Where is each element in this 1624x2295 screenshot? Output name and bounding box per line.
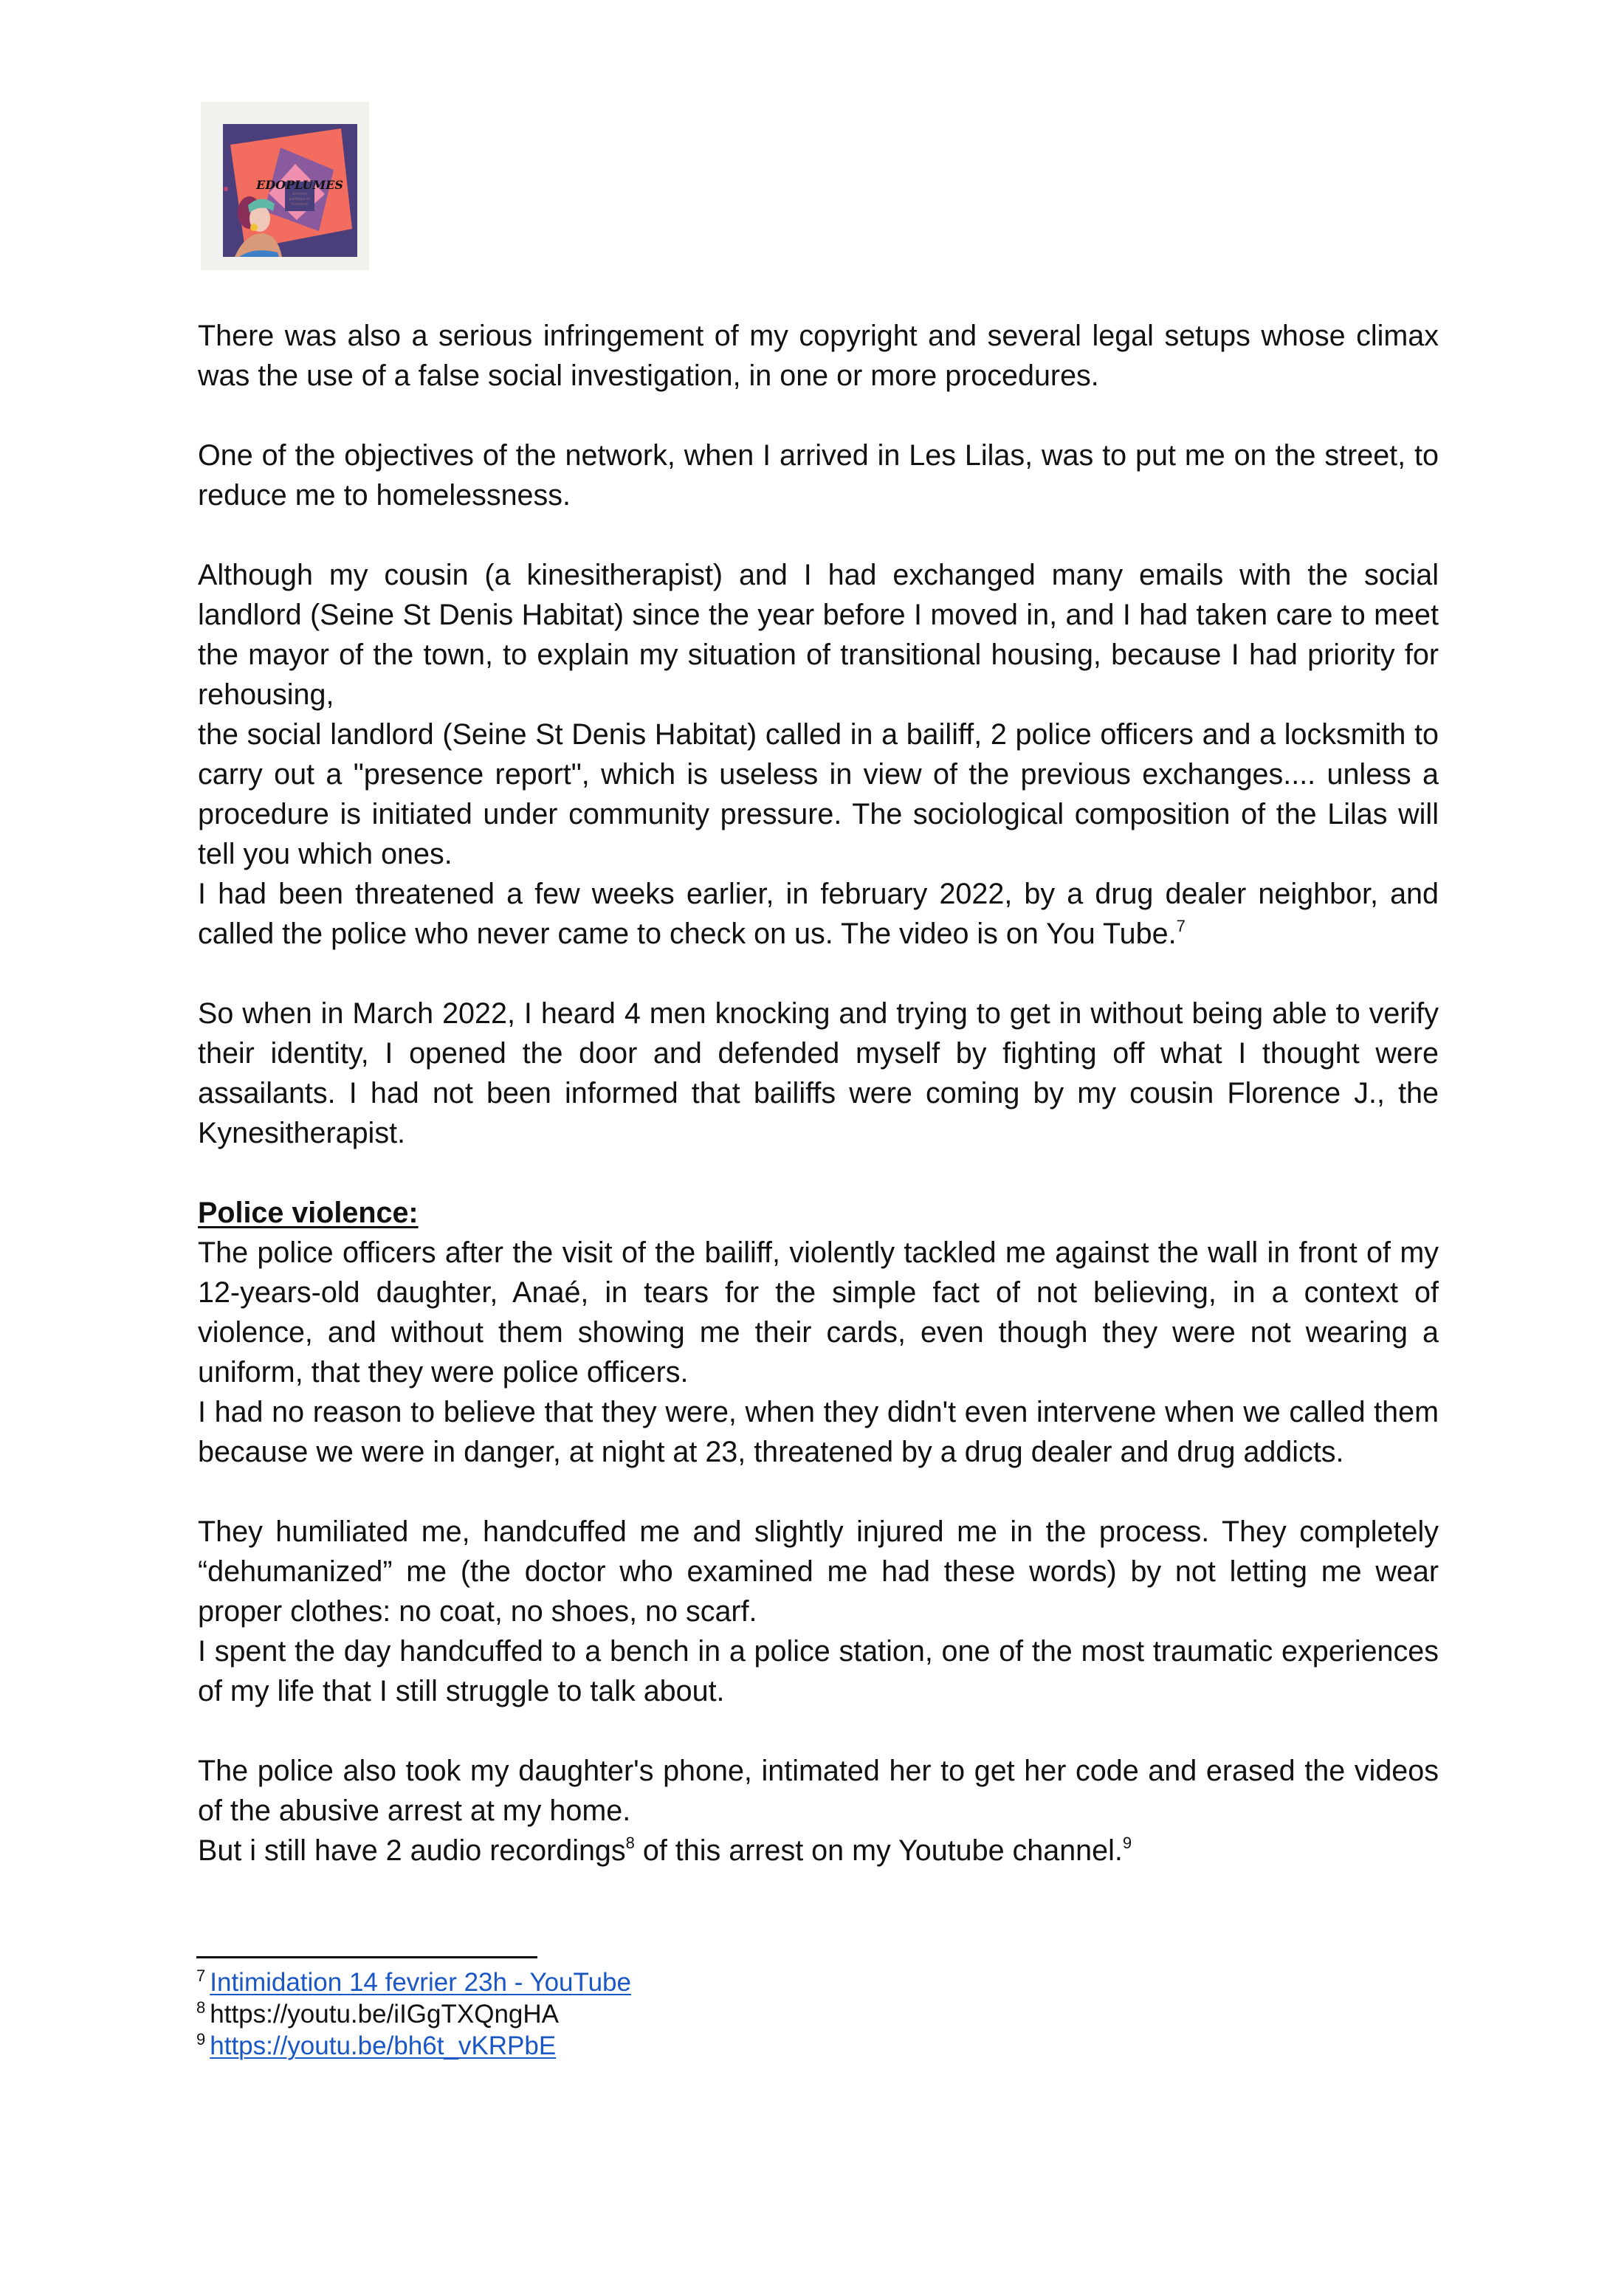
footnote-link-audio-recording[interactable]: https://youtu.be/bh6t_vKRPbE — [210, 2031, 557, 2060]
logo-artwork-icon — [201, 102, 369, 270]
footnotes — [196, 1967, 631, 2062]
svg-text:écriture: écriture — [292, 192, 307, 196]
footnote-9 — [196, 2030, 631, 2062]
footnote-number: 7 — [196, 1967, 206, 1986]
paragraph-humiliated: They humiliated me, handcuffed me and slightly injured me in the process. They completely “dehumanized” me (the doctor who examined me had these words) by not letting me wear proper clothes: no coat, no shoes, no scarf. — [198, 1515, 1439, 1628]
footnote-ref-7[interactable]: 7 — [1176, 916, 1186, 935]
paragraph-march-2022: So when in March 2022, I heard 4 men knocking and trying to get in without being able to verify their identity, I opened the door and defended myself by fighting off what I thought were assailants. I had not been informed that bailiffs were coming by my cousin Florence J., the Kynesitherapist. — [198, 997, 1439, 1149]
footnote-ref-9[interactable]: 9 — [1122, 1833, 1132, 1852]
footnote-url-text: https://youtu.be/iIGgTXQngHA — [210, 2000, 559, 2029]
paragraph-gap — [198, 396, 1439, 436]
footnote-link-intimidation-video[interactable]: Intimidation 14 fevrier 23h - YouTube — [210, 1968, 631, 1997]
paragraph-gap — [198, 1153, 1439, 1193]
footnote-7 — [196, 1967, 631, 1998]
paragraph-bailiff-called: the social landlord (Seine St Denis Habitat) called in a bailiff, 2 police officers and a locksmith to carry out a "presence report", which is useless in view of the previous exchanges.... unless a procedure is initiated under community pressure. The sociological composition of the Lilas will tell you which ones. — [198, 718, 1439, 870]
paragraph-daughter-phone: The police also took my daughter's phone, intimated her to get her code and erased the videos of the abusive arrest at my home. — [198, 1755, 1439, 1827]
paragraph-no-reason: I had no reason to believe that they were, when they didn't even intervene when we called them because we were in danger, at night at 23, threatened by a drug dealer and drug addicts. — [198, 1396, 1439, 1468]
footnote-ref-8[interactable]: 8 — [625, 1833, 635, 1852]
footnote-8 — [196, 1998, 631, 2030]
paragraph-emails-landlord: Although my cousin (a kinesitherapist) and I had exchanged many emails with the social landlord (Seine St Denis Habitat) since the year before I moved in, and I had taken care to meet the mayor of the town, to explain my situation of transitional housing, because I had priority for rehousing, — [198, 559, 1439, 711]
section-heading-police-violence: Police violence: — [198, 1197, 419, 1229]
document-body — [198, 316, 1439, 1871]
paragraph-gap — [198, 1711, 1439, 1751]
logo-brand-text: EDOPLUMES — [256, 178, 343, 192]
paragraph-gap — [198, 954, 1439, 994]
paragraph-audio-recordings: But i still have 2 audio recordings$^8$ of this arrest on my Youtube channel.$^9$ — [198, 1833, 1132, 1867]
footnote-number: 9 — [196, 2030, 206, 2049]
edoplumes-logo — [201, 102, 369, 270]
paragraph-objectives: One of the objectives of the network, when I arrived in Les Lilas, was to put me on the street, to reduce me to homelessness. — [198, 439, 1439, 512]
svg-text:humaine: humaine — [292, 202, 308, 207]
footnote-number: 8 — [196, 1998, 206, 2017]
paragraph-handcuffed-bench: I spent the day handcuffed to a bench in a police station, one of the most traumatic experiences of my life that I still struggle to talk about. — [198, 1635, 1439, 1707]
paragraph-gap — [198, 1472, 1439, 1512]
paragraph-threatened: I had been threatened a few weeks earlier, in february 2022, by a drug dealer neighbor, and called the police who never came to check on us. The video is on You Tube.$^7$ — [198, 878, 1439, 950]
paragraph-gap — [198, 515, 1439, 555]
svg-text:politique et: politique et — [289, 197, 311, 202]
footnote-separator — [196, 1956, 537, 1958]
paragraph-copyright: There was also a serious infringement of my copyright and several legal setups whose climax was the use of a false social investigation, in one or more procedures. — [198, 320, 1439, 392]
paragraph-tackled: The police officers after the visit of the bailiff, violently tackled me against the wall in front of my 12-years-old daughter, Anaé, in tears for the simple fact of not believing, in a context of violence, and without them showing me their cards, even though they were not wearing a uniform, that they were police officers. — [198, 1236, 1439, 1389]
